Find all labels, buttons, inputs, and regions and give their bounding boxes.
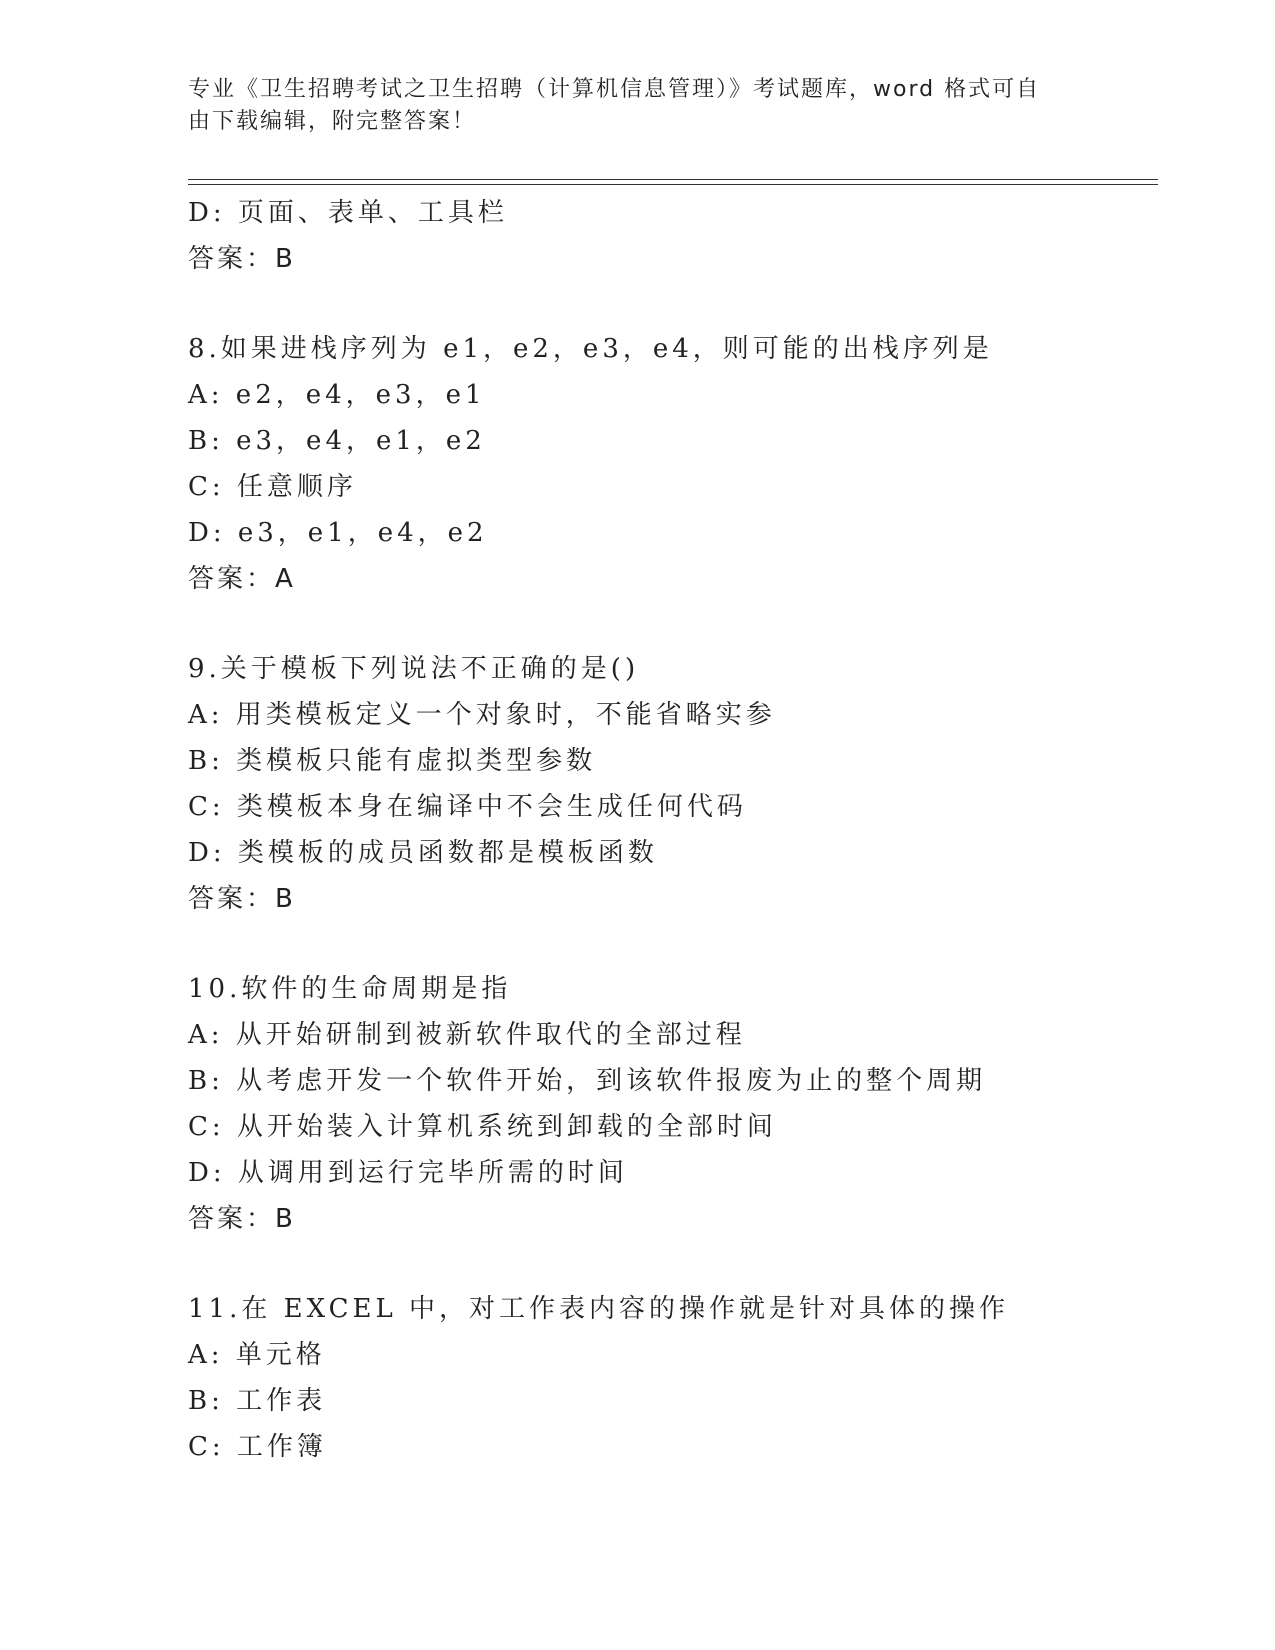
option-a: A: 单元格	[188, 1340, 326, 1370]
option-a: A: e2，e4，e3，e1	[188, 380, 486, 410]
header-line-2: 由下载编辑，附完整答案！	[188, 109, 477, 134]
header-divider-bottom	[188, 184, 1158, 185]
question-list	[188, 190, 1148, 1470]
document-header	[188, 74, 1068, 138]
option-d: D: e3，e1，e4，e2	[188, 518, 488, 548]
question-block	[188, 966, 1148, 1286]
question-block	[188, 646, 1148, 966]
option-c: C: 工作簿	[188, 1432, 327, 1462]
question-block	[188, 1286, 1148, 1470]
answer-line: 答案：A	[188, 564, 296, 594]
option-a: A: 从开始研制到被新软件取代的全部过程	[188, 1020, 746, 1050]
option-c: C: 任意顺序	[188, 472, 357, 502]
answer-line: 答案：B	[188, 1204, 296, 1234]
question-block	[188, 190, 1148, 326]
option-d: D: 页面、表单、工具栏	[188, 198, 508, 228]
header-line-1: 专业《卫生招聘考试之卫生招聘（计算机信息管理）》考试题库，word 格式可自	[188, 77, 1041, 102]
answer-line: 答案：B	[188, 884, 296, 914]
option-b: B: e3，e4，e1，e2	[188, 426, 486, 456]
question-text: 10.软件的生命周期是指	[188, 974, 512, 1004]
question-text: 11.在 EXCEL 中，对工作表内容的操作就是针对具体的操作	[188, 1294, 1010, 1324]
option-b: B: 类模板只能有虚拟类型参数	[188, 746, 597, 776]
option-c: C: 从开始装入计算机系统到卸载的全部时间	[188, 1112, 777, 1142]
option-b: B: 工作表	[188, 1386, 327, 1416]
option-b: B: 从考虑开发一个软件开始，到该软件报废为止的整个周期	[188, 1066, 987, 1096]
option-d: D: 类模板的成员函数都是模板函数	[188, 838, 658, 868]
header-divider-top	[188, 179, 1158, 180]
option-a: A: 用类模板定义一个对象时，不能省略实参	[188, 700, 776, 730]
question-block	[188, 326, 1148, 646]
question-text: 9.关于模板下列说法不正确的是()	[188, 654, 640, 684]
answer-line: 答案：B	[188, 244, 296, 274]
option-d: D: 从调用到运行完毕所需的时间	[188, 1158, 628, 1188]
question-text: 8.如果进栈序列为 e1，e2，e3，e4，则可能的出栈序列是	[188, 334, 993, 364]
option-c: C: 类模板本身在编译中不会生成任何代码	[188, 792, 747, 822]
